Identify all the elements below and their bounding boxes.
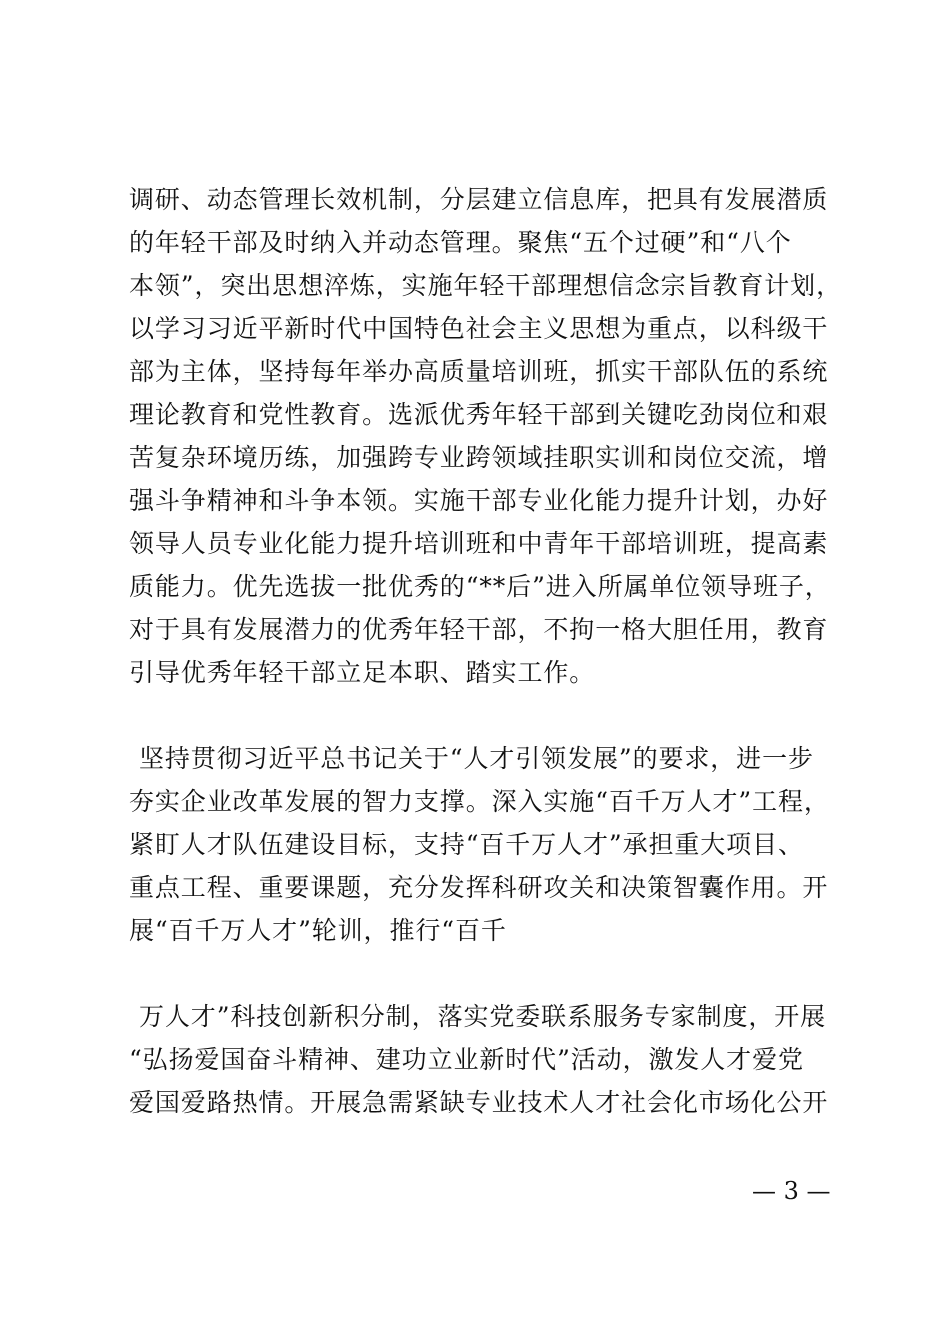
text-line: 对于具有发展潜力的优秀年轻干部，不拘一格大胆任用，教育 [129, 615, 829, 644]
text-line: 夯实企业改革发展的智力支撑。深入实施“百千万人才”工程， [129, 787, 830, 816]
text-line: 本领”，突出思想淬炼，实施年轻干部理想信念宗旨教育计划， [129, 271, 842, 300]
text-line: 坚持贯彻习近平总书记关于“人才引领发展”的要求，进一步 [139, 744, 814, 773]
text-line: 的年轻干部及时纳入并动态管理。聚焦“五个过硬”和“八个 [129, 228, 792, 257]
text-line: 强斗争精神和斗争本领。实施干部专业化能力提升计划，办好 [129, 486, 829, 515]
text-line: 苦复杂环境历练，加强跨专业跨领域挂职实训和岗位交流，增 [129, 443, 829, 472]
text-line: 重点工程、重要课题，充分发挥科研攻关和决策智囊作用。开 [129, 873, 829, 902]
text-line: 展“百千万人才”轮训，推行“百千 [129, 916, 507, 945]
text-line: 万人才”科技创新积分制，落实党委联系服务专家制度，开展 [139, 1002, 827, 1031]
text-line: 部为主体，坚持每年举办高质量培训班，抓实干部队伍的系统 [129, 357, 829, 386]
text-line: 调研、动态管理长效机制，分层建立信息库，把具有发展潜质 [129, 185, 829, 214]
page-number: — 3 — [752, 1177, 831, 1205]
text-line: “弘扬爱国奋斗精神、建功立业新时代”活动，激发人才爱党 [129, 1045, 804, 1074]
text-line: 领导人员专业化能力提升培训班和中青年干部培训班，提高素 [129, 529, 829, 558]
text-line: 爱国爱路热情。开展急需紧缺专业技术人才社会化市场化公开 [129, 1088, 829, 1117]
text-line: 引导优秀年轻干部立足本职、踏实工作。 [129, 658, 596, 687]
text-line: 紧盯人才队伍建设目标，支持“百千万人才”承担重大项目、 [129, 830, 804, 859]
text-line: 质能力。优先选拔一批优秀的“**后”进入所属单位领导班子， [129, 572, 831, 601]
text-line: 以学习习近平新时代中国特色社会主义思想为重点，以科级干 [129, 314, 829, 343]
text-line: 理论教育和党性教育。选派优秀年轻干部到关键吃劲岗位和艰 [129, 400, 829, 429]
